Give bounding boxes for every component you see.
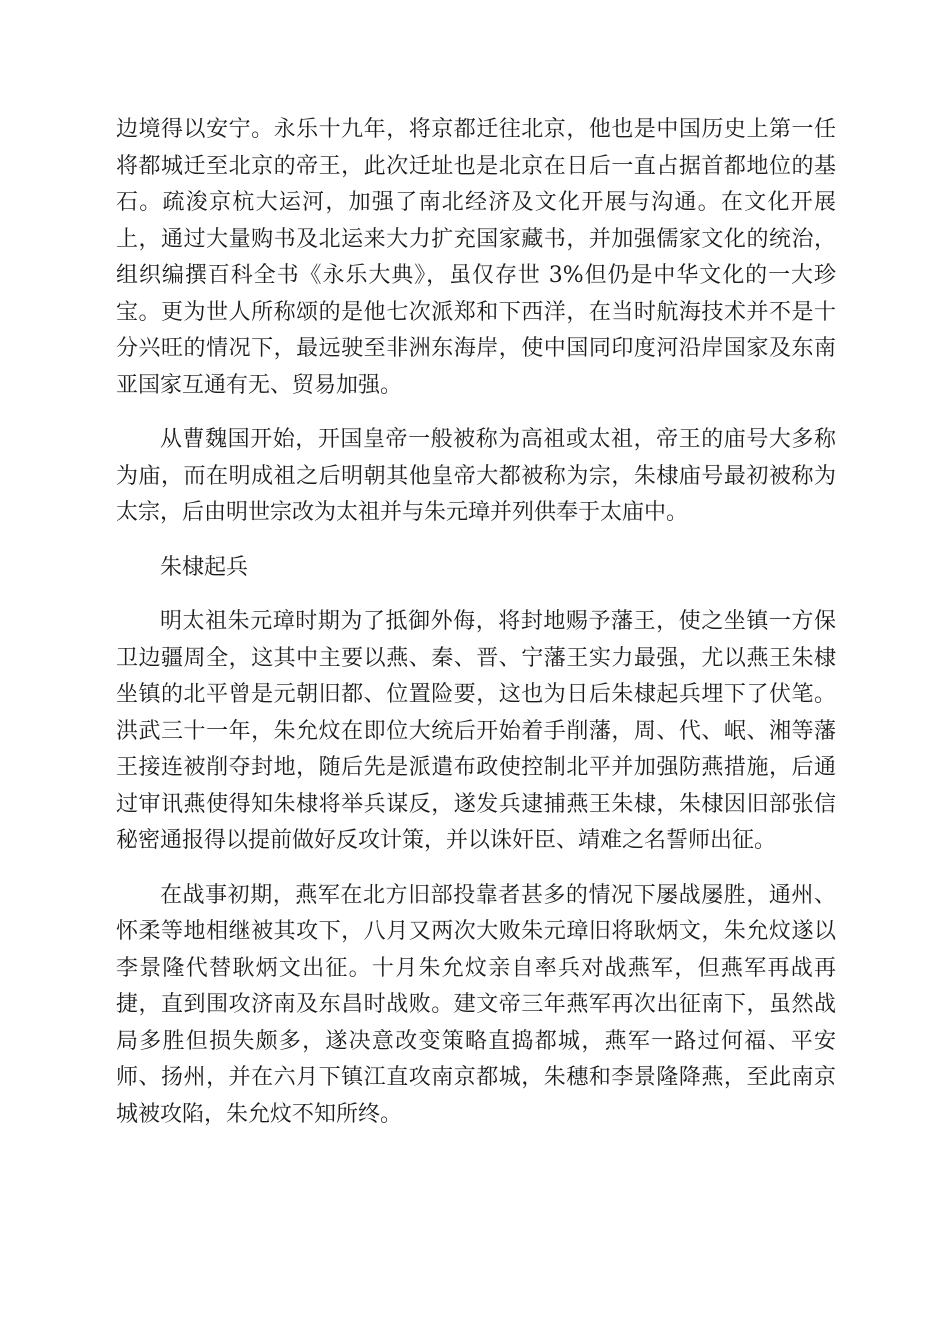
document-body <box>116 112 836 1151</box>
paragraph-uprising-background: 明太祖朱元璋时期为了抵御外侮，将封地赐予藩王，使之坐镇一方保卫边疆周全，这其中主要以燕、秦、晋、宁藩王实力最强，尤以燕王朱棣坐镇的北平曾是元朝旧都、位置险要，这也为日后朱棣起兵埋下了伏笔。洪武三十一年，朱允炆在即位大统后开始着手削藩，周、代、岷、湘等藩王接连被削夺封地，随后先是派遣布政使控制北平并加强防燕措施，后通过审讯燕使得知朱棣将举兵谋反，遂发兵逮捕燕王朱棣，朱棣因旧部张信秘密通报得以提前做好反攻计策，并以诛奸臣、靖难之名誓师出征。 <box>116 609 836 853</box>
paragraph-yongle-achievements: 边境得以安宁。永乐十九年，将京都迁往北京，他也是中国历史上第一任将都城迁至北京的帝王，此次迁址也是北京在日后一直占据首都地位的基石。疏浚京杭大运河，加强了南北经济及文化开展与沟通。在文化开展上，通过大量购书及北运来大力扩充国家藏书，并加强儒家文化的统治，组织编撰百科全书《永乐大典》，虽仅存世 3%但仍是中华文化的一大珍宝。更为世人所称颂的是他七次派郑和下西洋，在当时航海技术并不是十分兴旺的情况下，最远驶至非洲东海岸，使中国同印度河沿岸国家及东南亚国家互通有无、贸易加强。 <box>116 117 836 398</box>
section-heading: 朱棣起兵 <box>160 554 249 580</box>
paragraph-temple-names: 从曹魏国开始，开国皇帝一般被称为高祖或太祖，帝王的庙号大多称为庙，而在明成祖之后明朝其他皇帝大都被称为宗，朱棣庙号最初被称为太宗，后由明世宗改为太祖并与朱元璋并列供奉于太庙中。 <box>116 427 836 525</box>
paragraph-war-progress: 在战事初期，燕军在北方旧部投靠者甚多的情况下屡战屡胜，通州、怀柔等地相继被其攻下，八月又两次大败朱元璋旧将耿炳文，朱允炆遂以李景隆代替耿炳文出征。十月朱允炆亲自率兵对战燕军，但燕军再战再捷，直到围攻济南及东昌时战败。建文帝三年燕军再次出征南下，虽然战局多胜但损失颇多，遂决意改变策略直捣都城，燕军一路过何福、平安师、扬州，并在六月下镇江直攻南京都城，朱穗和李景隆降燕，至此南京城被攻陷，朱允炆不知所终。 <box>116 882 836 1127</box>
